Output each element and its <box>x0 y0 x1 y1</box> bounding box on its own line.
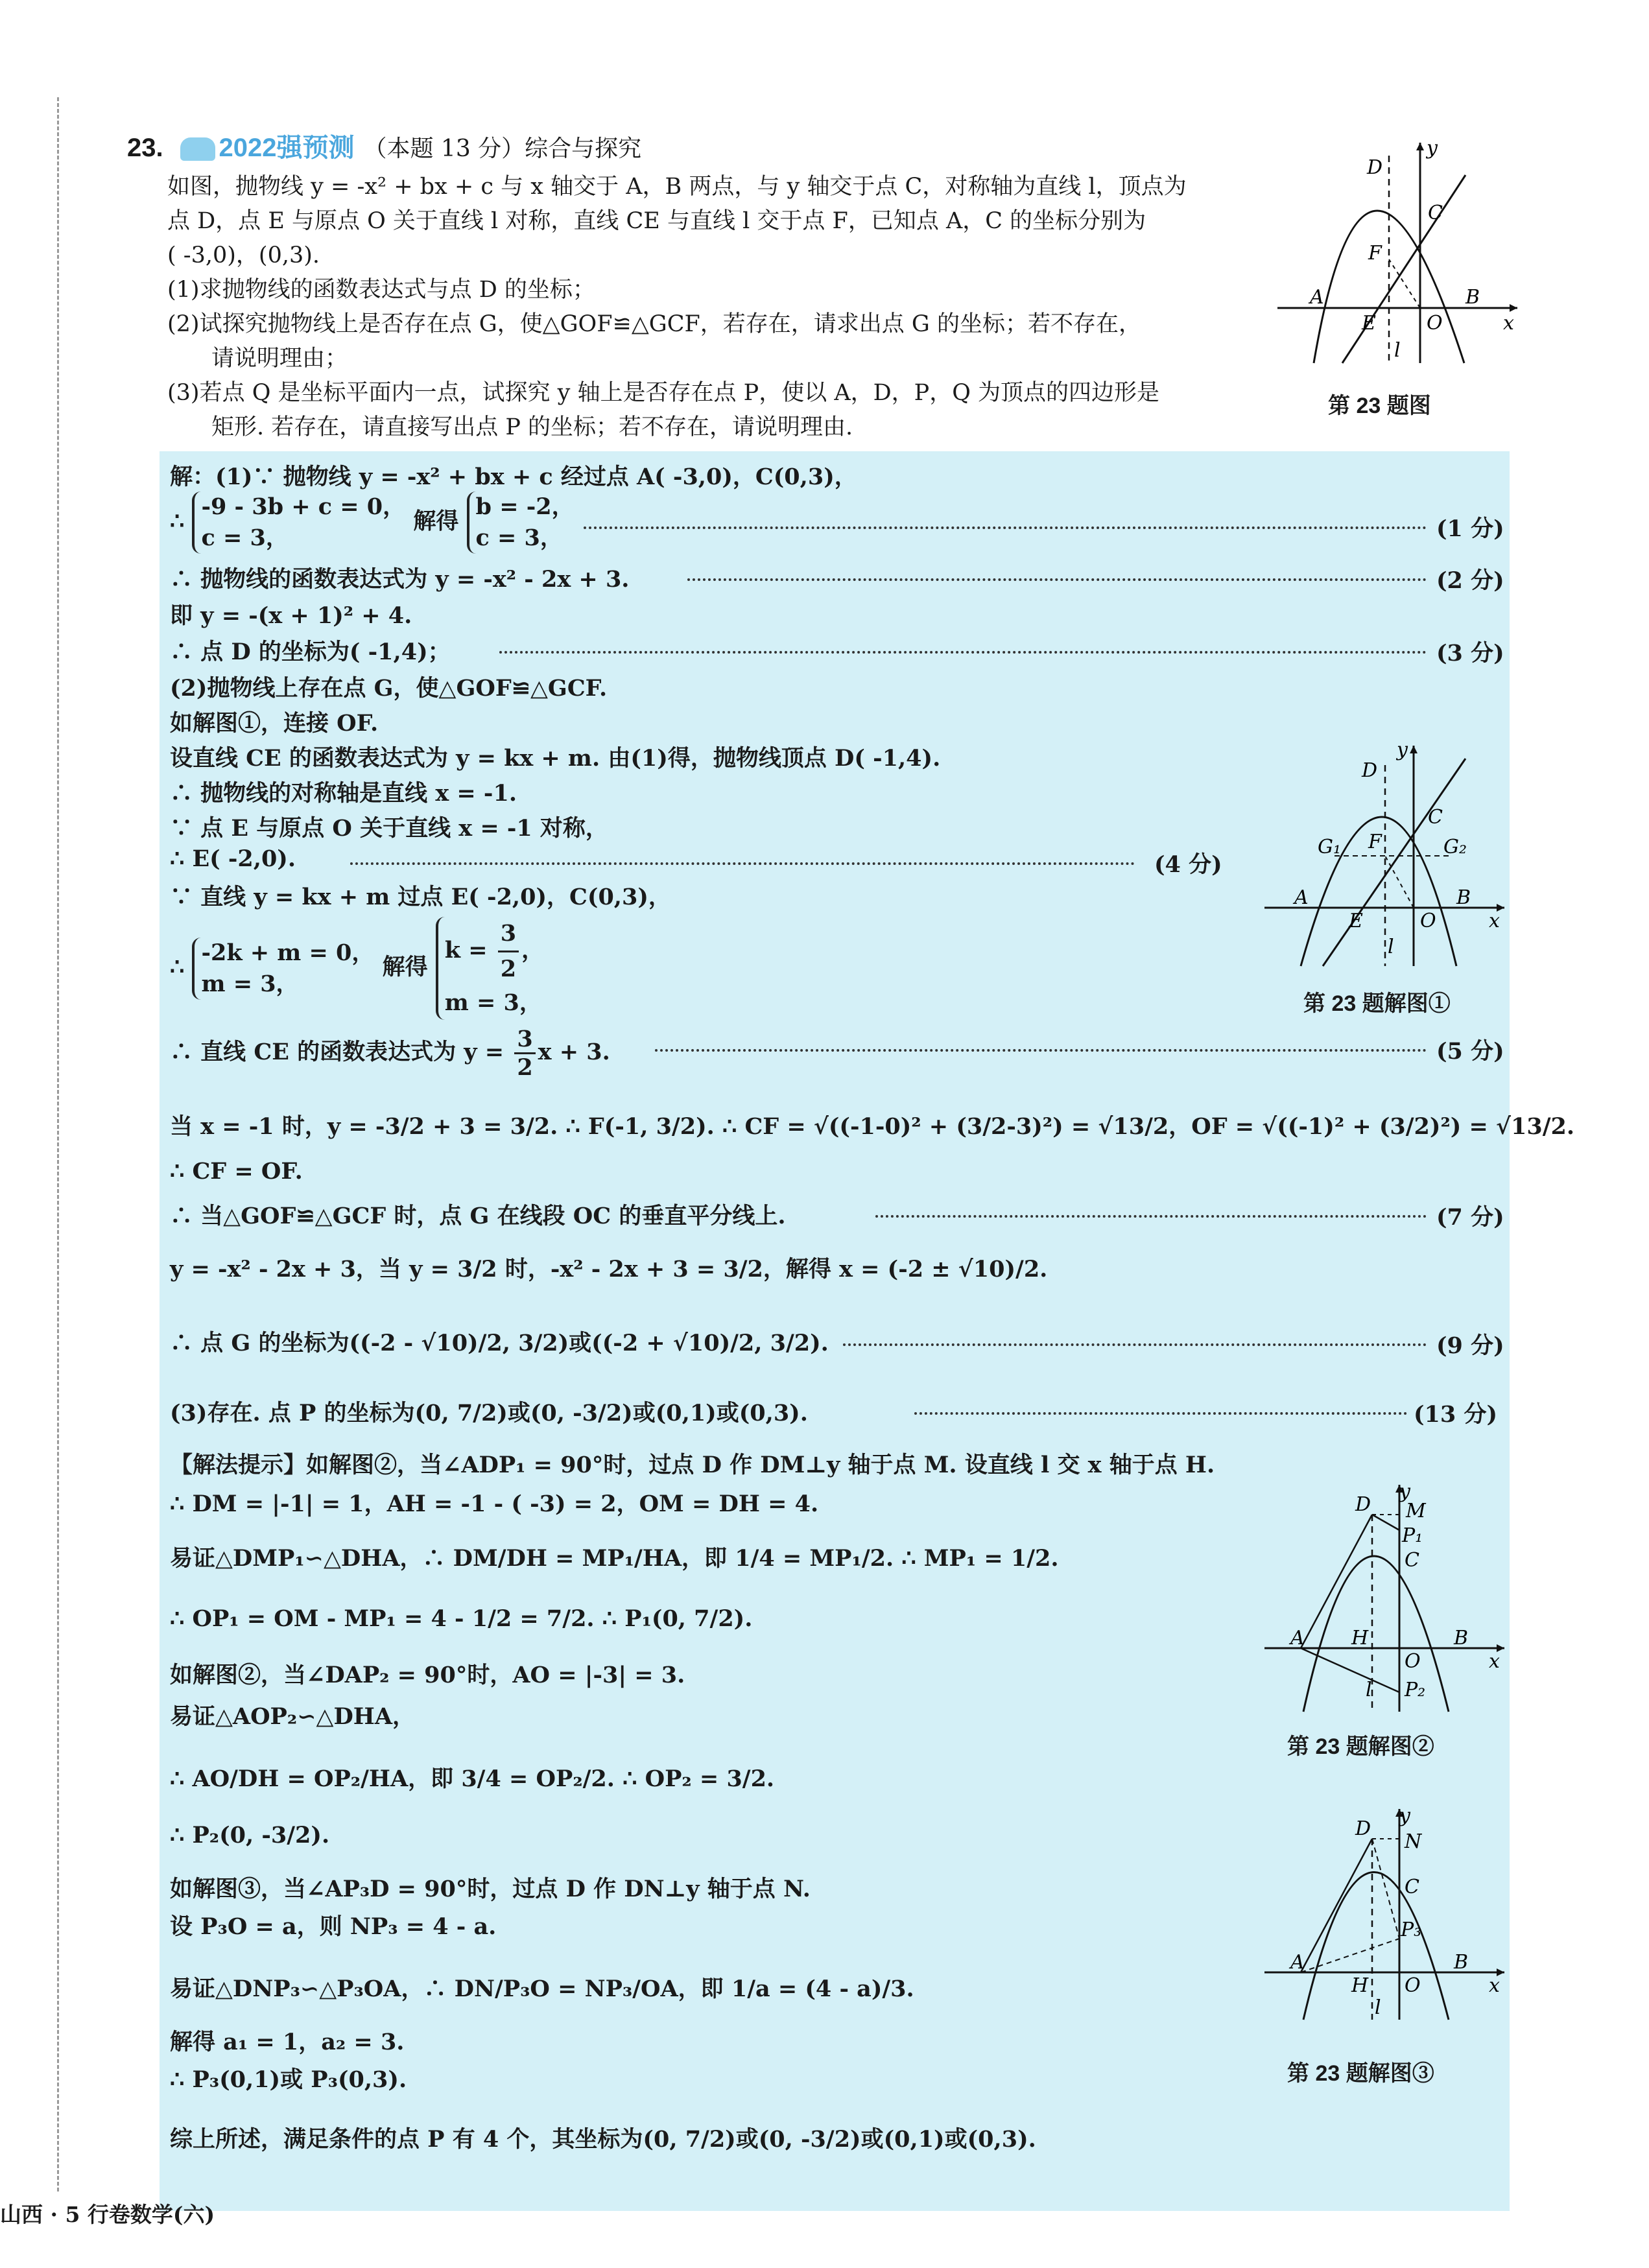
label-B: B <box>1456 886 1471 909</box>
numerator: 3 <box>498 917 519 952</box>
solution-line: ∴ 点 D 的坐标为( -1,4)； <box>170 639 451 665</box>
equation <box>445 917 544 986</box>
label-H: H <box>1351 1627 1369 1649</box>
label-l: l <box>1366 1679 1372 1701</box>
solution-line: 综上所述，满足条件的点 P 有 4 个，其坐标为(0, 7/2)或(0, -3/2)或(0,1)或(0,3). <box>170 2126 1036 2153</box>
label-D: D <box>1367 156 1383 179</box>
binding-margin-line <box>57 97 59 2191</box>
denominator: 2 <box>500 956 517 982</box>
problem-statement <box>167 170 1257 445</box>
therefore: ∴ <box>170 954 185 980</box>
leader-dots <box>499 651 1427 654</box>
label-D: D <box>1355 1493 1371 1516</box>
expr: ∴ 直线 CE 的函数表达式为 y = <box>170 1039 504 1065</box>
score: (7 分) <box>1436 1204 1504 1231</box>
label-x: x <box>1489 1650 1500 1673</box>
solution-line: ∵ 直线 y = kx + m 过点 E( -2,0)，C(0,3)， <box>170 884 671 910</box>
label-l: l <box>1388 936 1394 958</box>
thumbs-up-icon <box>180 137 215 161</box>
equation: m = 3， <box>201 970 299 997</box>
label-x: x <box>1489 910 1500 932</box>
label-A: A <box>1290 1951 1305 1974</box>
solution-line: ∴ 抛物线的对称轴是直线 x = -1. <box>170 780 517 807</box>
solution-line: 设直线 CE 的函数表达式为 y = kx + m. 由(1)得，抛物线顶点 D( -1,4). <box>170 745 941 772</box>
label-x: x <box>1503 312 1514 335</box>
solve-word: 解得 <box>382 954 428 980</box>
stem-line: ( -3,0)，(0,3). <box>167 242 320 268</box>
label-y: y <box>1397 739 1408 761</box>
solution-line: ∴ E( -2,0). <box>170 845 296 872</box>
comma: ， <box>521 937 545 963</box>
solution-line: (3)存在. 点 P 的坐标为(0, 7/2)或(0, -3/2)或(0,1)或(0,3). <box>170 1400 808 1426</box>
label-C: C <box>1405 1549 1419 1572</box>
page-footer: 山西 · 5 行卷数学(六) <box>0 2202 215 2227</box>
solution-line: ∵ 点 E 与原点 O 关于直线 x = -1 对称， <box>170 815 608 842</box>
question-3: (3)若点 Q 是坐标平面内一点，试探究 y 轴上是否存在点 P，使以 A，D，P，Q 为顶点的四边形是 <box>167 380 1160 406</box>
system-line-1 <box>170 491 575 554</box>
solution-line: (2)抛物线上存在点 G，使△GOF≌△GCF. <box>170 675 608 702</box>
solution-line: 如解图②，当∠DAP₂ = 90°时，AO = |-3| = 3. <box>170 1662 685 1688</box>
label-M: M <box>1406 1500 1426 1522</box>
label-P3: P₃ <box>1401 1919 1422 1941</box>
solution-line: 当 x = -1 时，y = -3/2 + 3 = 3/2. ∴ F(-1, 3/2). ∴ CF = √((-1-0)² + (3/2-3)²) = √13/2，OF = √((-1)² + (3/2)²) = √13/2. <box>170 1113 1575 1140</box>
system-line-2 <box>170 917 544 1020</box>
solution-line: 如解图①，连接 OF. <box>170 710 379 737</box>
stem-line: 点 D，点 E 与原点 O 关于直线 l 对称，直线 CE 与直线 l 交于点 F，已知点 A，C 的坐标分别为 <box>167 208 1146 234</box>
label-O: O <box>1405 1974 1421 1997</box>
therefore: ∴ <box>170 508 185 535</box>
question-number: 23. <box>127 134 163 162</box>
label-P2: P₂ <box>1405 1679 1426 1701</box>
label-E: E <box>1349 910 1363 932</box>
stem-line: 如图，抛物线 y = -x² + bx + c 与 x 轴交于 A，B 两点，与 y 轴交于点 C，对称轴为直线 l，顶点为 <box>167 174 1187 200</box>
score: (13 分) <box>1414 1401 1498 1428</box>
solution-figure-3 <box>1258 1802 1517 2023</box>
eq-left: k = <box>444 937 488 963</box>
label-A: A <box>1310 286 1324 309</box>
label-x: x <box>1489 1974 1500 1997</box>
label-G2: G₂ <box>1443 836 1467 858</box>
solution-line: ∴ OP₁ = OM - MP₁ = 4 - 1/2 = 7/2. ∴ P₁(0, 7/2). <box>170 1605 753 1632</box>
equation: m = 3， <box>444 989 542 1016</box>
solution-line: 易证△AOP₂∽△DHA， <box>170 1703 416 1730</box>
solution-line: 设 P₃O = a，则 NP₃ = 4 - a. <box>170 1913 497 1940</box>
label-C: C <box>1428 202 1443 224</box>
solution-line: ∴ 当△GOF≌△GCF 时，点 G 在线段 OC 的垂直平分线上. <box>170 1203 786 1229</box>
leader-dots <box>687 578 1427 581</box>
figure-caption: 第 23 题解图② <box>1287 1734 1434 1759</box>
question-2: (2)试探究抛物线上是否存在点 G，使△GOF≌△GCF，若存在，请求出点 G 的坐标；若不存在， <box>167 311 1141 337</box>
solution-line: ∴ CF = OF. <box>170 1158 303 1185</box>
badge-text: 2022强预测 <box>219 134 355 162</box>
leader-dots <box>584 526 1427 529</box>
leader-dots <box>655 1049 1427 1052</box>
label-D: D <box>1355 1817 1371 1840</box>
label-C: C <box>1428 806 1443 829</box>
score: (5 分) <box>1436 1038 1504 1065</box>
label-l: l <box>1394 339 1401 362</box>
solution-line: ∴ 抛物线的函数表达式为 y = -x² - 2x + 3. <box>170 566 630 593</box>
equation: -2k + m = 0， <box>201 939 375 966</box>
solution-line: y = -x² - 2x + 3，当 y = 3/2 时，-x² - 2x + 3 = 3/2，解得 x = (-2 ± √10)/2. <box>170 1256 1048 1282</box>
solution-line: 即 y = -(x + 1)² + 4. <box>170 602 412 629</box>
leader-dots <box>350 862 1135 865</box>
solution-line <box>170 1026 610 1081</box>
label-B: B <box>1465 286 1480 309</box>
label-D: D <box>1362 759 1378 782</box>
figure-caption: 第 23 题解图① <box>1303 991 1451 1016</box>
solution-system <box>467 491 575 554</box>
solution-line: 解：(1)∵ 抛物线 y = -x² + bx + c 经过点 A( -3,0)，C(0,3)， <box>170 464 857 490</box>
label-A: A <box>1294 886 1309 909</box>
label-O: O <box>1427 312 1443 335</box>
label-y: y <box>1427 137 1438 159</box>
solution-line: 解得 a₁ = 1，a₂ = 3. <box>170 2029 405 2055</box>
label-l: l <box>1375 1996 1381 2019</box>
question-header <box>127 127 641 164</box>
label-F: F <box>1368 831 1382 853</box>
equation-system <box>192 938 374 1000</box>
leader-dots <box>843 1343 1427 1346</box>
figure-caption: 第 23 题解图③ <box>1287 2061 1434 2086</box>
leader-dots <box>914 1412 1407 1415</box>
question-meta: （本题 13 分）综合与探究 <box>363 136 642 162</box>
equation: -9 - 3b + c = 0， <box>201 493 406 520</box>
question-3-cont: 矩形. 若存在，请直接写出点 P 的坐标；若不存在，请说明理由. <box>211 414 853 440</box>
solution-line: 易证△DMP₁∽△DHA，∴ DM/DH = MP₁/HA，即 1/4 = MP₁/2. ∴ MP₁ = 1/2. <box>170 1545 1059 1572</box>
solution-line: 如解图③，当∠AP₃D = 90°时，过点 D 作 DN⊥y 轴于点 N. <box>170 1876 811 1902</box>
prediction-badge <box>180 127 355 164</box>
solution-line: ∴ DM = |-1| = 1，AH = -1 - ( -3) = 2，OM = DH = 4. <box>170 1491 819 1517</box>
equation: b = -2， <box>475 493 575 520</box>
score: (9 分) <box>1436 1332 1504 1359</box>
label-E: E <box>1362 312 1376 335</box>
label-y: y <box>1399 1480 1410 1503</box>
equation-system <box>192 491 405 554</box>
label-B: B <box>1454 1951 1469 1974</box>
fraction <box>514 1026 535 1081</box>
expr: x + 3. <box>538 1039 610 1065</box>
denominator: 2 <box>517 1054 533 1081</box>
score: (1 分) <box>1436 515 1504 542</box>
equation: c = 3， <box>201 525 289 551</box>
solution-line: ∴ P₂(0, -3/2). <box>170 1822 330 1849</box>
equation: c = 3， <box>475 525 563 551</box>
label-y: y <box>1399 1804 1410 1827</box>
solve-word: 解得 <box>413 508 459 535</box>
solution-system <box>436 917 544 1020</box>
score: (3 分) <box>1436 640 1504 667</box>
figure-caption: 第 23 题图 <box>1328 394 1431 418</box>
solution-line: ∴ P₃(0,1)或 P₃(0,3). <box>170 2066 407 2093</box>
solution-line: 易证△DNP₃∽△P₃OA，∴ DN/P₃O = NP₃/OA，即 1/a = (4 - a)/3. <box>170 1976 914 2002</box>
solution-line: ∴ 点 G 的坐标为((-2 - √10)/2, 3/2)或((-2 + √10)/2, 3/2). <box>170 1330 829 1356</box>
question-2-cont: 请说明理由； <box>211 346 348 372</box>
label-O: O <box>1405 1650 1421 1673</box>
label-A: A <box>1290 1627 1305 1649</box>
label-O: O <box>1420 910 1436 932</box>
score: (2 分) <box>1436 567 1504 594</box>
fraction <box>498 917 519 986</box>
numerator: 3 <box>514 1026 535 1054</box>
score: (4 分) <box>1154 851 1222 878</box>
problem-figure <box>1271 136 1530 376</box>
label-G1: G₁ <box>1318 836 1341 858</box>
solution-line: 【解法提示】如解图②，当∠ADP₁ = 90°时，过点 D 作 DM⊥y 轴于点 M. 设直线 l 交 x 轴于点 H. <box>170 1452 1215 1478</box>
label-H: H <box>1351 1974 1369 1997</box>
leader-dots <box>875 1215 1427 1218</box>
label-C: C <box>1405 1876 1419 1898</box>
solution-line: ∴ AO/DH = OP₂/HA，即 3/4 = OP₂/2. ∴ OP₂ = 3/2. <box>170 1766 775 1792</box>
solution-figure-1 <box>1258 739 1517 973</box>
label-P1: P₁ <box>1402 1524 1423 1547</box>
label-N: N <box>1405 1830 1422 1853</box>
solution-figure-2 <box>1258 1478 1517 1718</box>
question-1: (1)求抛物线的函数表达式与点 D 的坐标； <box>167 277 595 303</box>
label-B: B <box>1454 1627 1469 1649</box>
label-F: F <box>1368 242 1382 265</box>
